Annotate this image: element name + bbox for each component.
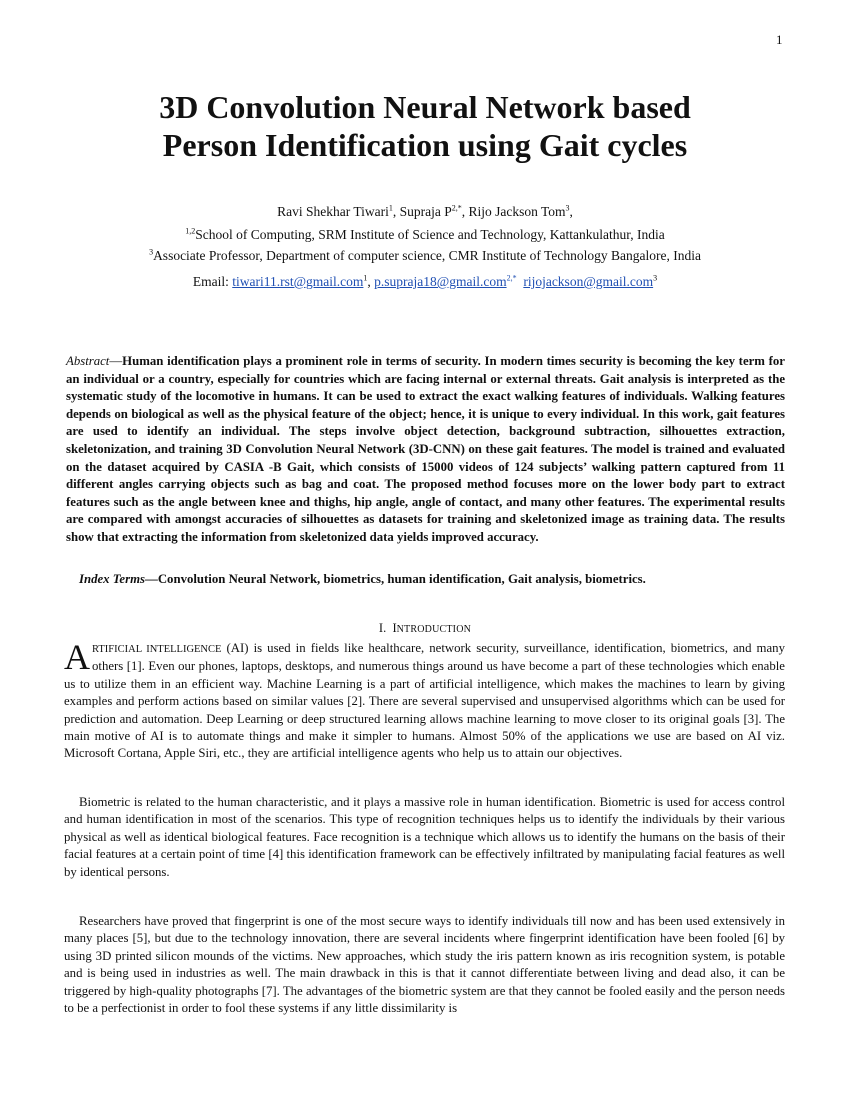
- email-sep: ,: [367, 274, 375, 289]
- abstract: [66, 353, 785, 547]
- author-1-sup: 1: [388, 203, 393, 213]
- email-link-3[interactable]: rijojackson@gmail.com: [523, 274, 654, 289]
- paragraph-1-text: (AI) is used in fields like healthcare, network security, surveillance, identification, biometrics, and many others [1]. Even our phones, laptops, desktops, and numerous things around us have become a part of these technologies which enable us to utilize them in an efficient way. Machine Learning is a part of artificial intelligence, which makes the machines to learn by giving examples and perform actions based on similar values [2]. There are several supervised and unsupervised algorithms which can be used for prediction and automation. Deep Learning or deep structured learning allows machine learning to move closer to its original goals [3]. The main motive of AI is to automate things and make it simpler to humans. Almost 50% of the applications we use are based on AI viz. Microsoft Cortana, Apple Siri, etc., they are artificial intelligence agents who help us to attain our objectives.: [64, 641, 785, 761]
- email-1-sup: 1: [363, 273, 368, 283]
- section-title-first: I: [392, 621, 397, 635]
- email-line: [0, 274, 850, 290]
- paper-title: [0, 88, 850, 164]
- email-link-2[interactable]: p.supraja18@gmail.com: [374, 274, 507, 289]
- email-label: Email:: [192, 274, 233, 289]
- index-terms: [79, 571, 785, 589]
- index-terms-label: Index Terms: [79, 572, 146, 586]
- author-sep: ,: [392, 204, 400, 219]
- drop-cap: A: [64, 637, 90, 677]
- intro-paragraph-3: Researchers have proved that fingerprint is one of the most secure ways to identify individuals till now and has been used extensively in many places [5], but due to the technology innovation, there are several incidents where fingerprint identification have been fooled [6] by using 3D printed silicon mounds of the victims. New approaches, which study the iris pattern known as iris recognition system, is potable and is being used in industries as well. The main drawback in this is that it cannot differentiate between living and dead also, it can be triggered by high-quality photographs [7]. The advantages of the biometric system are that they cannot be fooled easily and the person needs to be a perfectionist in order to fool these systems if any little dissimilarity is: [64, 914, 785, 1016]
- section-heading-introduction: [0, 621, 850, 636]
- intro-paragraph-2: Biometric is related to the human characteristic, and it plays a massive role in human identification. Biometric is used for access control and human identification in most of the scenarios. This type of recognition techniques helps us to identify the individuals by their various physical as well as identical biological features. Face recognition is a technique which allows us to identify the humans on the basis of their facial features at a certain point of time [4] this identification framework can be effectively infiltrated by manipulating facial features as well by identical persons.: [64, 795, 785, 879]
- affiliation-2-sup: 3: [149, 247, 154, 257]
- index-terms-dash: —: [145, 572, 158, 586]
- author-2: Supraja P: [399, 204, 452, 219]
- affiliation-1-text: School of Computing, SRM Institute of Science and Technology, Kattankulathur, India: [195, 227, 665, 242]
- abstract-dash: —: [109, 354, 123, 368]
- email-link-1[interactable]: tiwari11.rst@gmail.com: [232, 274, 364, 289]
- author-2-sup: 2,*: [451, 203, 462, 213]
- affiliation-2-text: Associate Professor, Department of computer science, CMR Institute of Technology Bangalore, India: [153, 248, 701, 263]
- abstract-text: Human identification plays a prominent role in terms of security. In modern times security is becoming the key term for an individual or a country, especially for countries which are facing internal or external threats. Gait analysis is interpreted as the systematic study of the locomotive in humans. It can be used to extract the exact walking features of individuals. Walking features depends on biological as well as the physical feature of the object; hence, it is unique to every individual. In this work, gait features are used to identify an individual. The steps involve object detection, background subtraction, silhouettes extraction, skeletonization, and training 3D Convolution Neural Network (3D-CNN) on these gait features. The model is trained and evaluated on the dataset acquired by CASIA -B Gait, which consists of 15000 videos of 124 subjects’ walking pattern captured from 11 different angles carrying objects such as bag and coat. The proposed method focuses more on the lower body part to extract features such as the angle between knee and thighs, hip angle, angle of contact, and many other features. The experimental results are compared with amongst accuracies of silhouettes as datasets for training and skeletonized image as training data. The results show that extracting the information from skeletonized data yields improved accuracy.: [66, 354, 785, 544]
- lead-in-caps: RTIFICIAL INTELLIGENCE: [92, 644, 222, 655]
- author-3-sup: 3: [565, 203, 570, 213]
- index-terms-text: Convolution Neural Network, biometrics, human identification, Gait analysis, biometrics.: [157, 572, 646, 586]
- title-line-1: 3D Convolution Neural Network based: [159, 89, 691, 125]
- page-number: 1: [776, 32, 783, 47]
- intro-paragraph-1: [64, 637, 785, 763]
- affiliation-1-sup: 1,2: [185, 226, 196, 236]
- author-3: Rijo Jackson Tom: [468, 204, 566, 219]
- author-trail: ,: [569, 204, 573, 219]
- email-3-sup: 3: [653, 273, 658, 283]
- affiliation-2: [0, 248, 850, 264]
- author-1: Ravi Shekhar Tiwari: [277, 204, 389, 219]
- author-sep: ,: [461, 204, 469, 219]
- author-list: [0, 203, 850, 220]
- affiliation-1: [0, 227, 850, 243]
- section-number: I.: [378, 621, 387, 635]
- abstract-label: Abstract: [66, 354, 110, 368]
- section-title-rest: NTRODUCTION: [396, 624, 472, 635]
- title-line-2: Person Identification using Gait cycles: [162, 127, 688, 163]
- email-2-sup: 2,*: [506, 273, 517, 283]
